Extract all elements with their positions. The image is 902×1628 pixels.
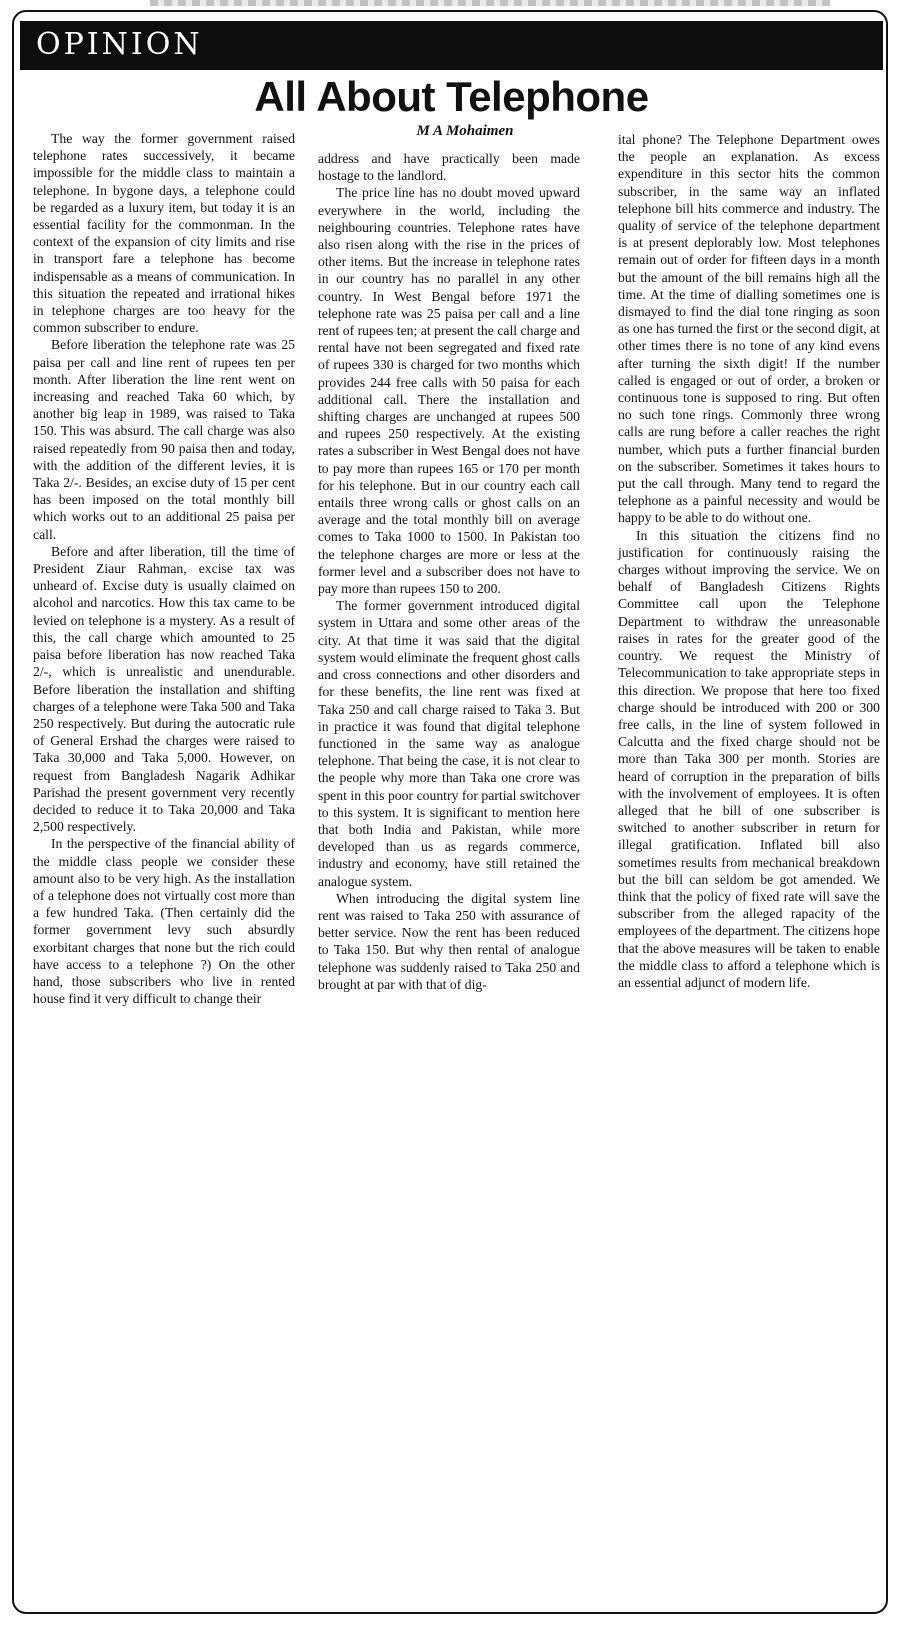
article-column-2 bbox=[318, 150, 580, 993]
section-banner bbox=[20, 21, 883, 70]
headline: All About Telephone bbox=[254, 73, 649, 120]
paragraph: The former government introduced digital system in Uttara and some other areas of the city. At that time it was said that the digital system would eliminate the frequent ghost calls and cross connections and other disorders and for these benefits, the line rent was fixed at Taka 250 and call charge raised to Taka 3. But in practice it was found that digital telephone functioned in the same way as analogue telephone. That being the case, it is not clear to the people why more than Taka one crore was spent in this poor country for partial switchover to this system. It is significant to mention here that both India and Pakistan, while more developed than us as regards commerce, industry and economy, have still retained the analogue system. bbox=[318, 598, 580, 889]
article-column-3 bbox=[618, 131, 880, 991]
paragraph: The price line has no doubt moved upward everywhere in the world, including the neighbouring countries. Telephone rates have also risen along with the rise in the prices of other items. But the increase in telephone rates in our country has no parallel in any other country. In West Bengal before 1971 the telephone rate was 25 paisa per call and a line rent of rupees ten; at present the call charge and rental have not been segregated and fixed rate of rupees 330 is charged for two months which provides 244 free calls with 50 paisa for each additional call. There the installation and shifting charges are unchanged at rupees 500 and rupees 250 respectively. At the existing rates a subscriber in West Bengal does not have to pay more than rupees 165 or 170 per month for his telephone. But in our country each call entails three wrong calls or ghost calls on an average and the total monthly bill on average comes to Taka 1000 to 1500. In Pakistan too the telephone charges are more or less at the former level and a subscriber does not have to pay more than rupees 150 to 200. bbox=[318, 185, 580, 597]
section-label: OPINION bbox=[36, 27, 203, 62]
paragraph: Before liberation the telephone rate was 25 paisa per call and line rent of rupees ten per month. After liberation the line rent went on increasing and reached Taka 60 which, by another big leap in 1989, was raised to Taka 150. This was absurd. The call charge was also raised repeatedly from 90 paisa then and today, with the addition of the different levies, it is Taka 2/-. Besides, an excise duty of 15 per cent has been imposed on the total monthly bill which works out to an additional 25 paisa per call. bbox=[33, 337, 295, 542]
paragraph: In this situation the citizens find no justification for continuously raising the charges without improving the service. We on behalf of Bangladesh Citizens Rights Committee call upon the Telephone Department to withdraw the unreasonable raises in rates for the greater good of the country. We request the Ministry of Telecommunication to take appropriate steps in this direction. We propose that here too fixed charge should be introduced with 200 or 300 free calls, in the line of system followed in Calcutta and the fixed charge should not be more than Taka 300 per month. Stories are heard of corruption in the preparation of bills with the involvement of employees. It is often alleged that he bill of one subscriber is switched to another subscriber in return for illegal gratification. Inflated bill also sometimes results from mechanical breakdown but the bill can seldom be got amended. We think that the policy of fixed rate will save the subscriber from the alleged rapacity of the employees of the department. The citizens hope that the above measures will be taken to enable the middle class to afford a telephone which is an essential adjunct of modern life. bbox=[618, 527, 880, 990]
paragraph-continued: ital phone? The Telephone Department owes the people an explanation. As excess expenditure in this sector hits the common subscriber, in the same way an inflated telephone bill hits commerce and industry. The quality of service of the telephone department is at present deplorably low. Most telephones remain out of order for fifteen days in a month but the amount of the bill remains high all the time. At the time of dialling sometimes one is dismayed to find the dial tone ringing as soon as one has turned the first or the second digit, at other times there is no tone of any kind evens after turning the sixth digit! If the number called is engaged or out of order, a broken or continuous tone is supposed to ring. But often no such tone rings. Commonly three wrong calls are rung before a caller reaches the right number, which puts a further financial burden on the subscriber. Sometimes it takes hours to put the call through. Many tend to regard the telephone as a painful necessity and would be happy to be able to do without one. bbox=[618, 132, 880, 526]
paragraph: The way the former government raised telephone rates successively, it became impossible for the middle class to maintain a telephone. In bygone days, a telephone could be regarded as a luxury item, but today it is an essential facility for the commonman. In the context of the expansion of city limits and rise in transport fare a telephone has become indispensable as a means of communication. In this situation the repeated and irrational hikes in telephone charges are too heavy for the common subscriber to endure. bbox=[33, 131, 295, 336]
paragraph: Before and after liberation, till the time of President Ziaur Rahman, excise tax was unheard of. Excise duty is usually claimed on alcohol and narcotics. How this tax came to be levied on telephone is a mystery. As a result of this, the call charge which amounted to 25 paisa before liberation has now reached Taka 2/-, which is unrealistic and unendurable. Before liberation the installation and shifting charges of a telephone were Taka 500 and Taka 250 respectively. But during the autocratic rule of General Ershad the charges were raised to Taka 30,000 and Taka 5,000. However, on request from Bangladesh Nagarik Adhikar Parishad the present government very recently decided to reduce it to Taka 20,000 and Taka 2,500 respectively. bbox=[33, 543, 295, 835]
byline: M A Mohaimen bbox=[416, 123, 514, 139]
paragraph: When introducing the digital system line rent was raised to Taka 250 with assurance of better service. Now the rent has been reduced to Taka 150. But why then rental of analogue telephone was suddenly raised to Taka 250 and brought at par with that of dig- bbox=[318, 890, 580, 992]
paragraph: In the perspective of the financial ability of the middle class people we consider these amount also to be very high. As the installation of a telephone does not virtually cost more than a few hundred Taka. (Then certainly did the former government levy such absurdly exorbitant charges that none but the rich could have access to a telephone ?) On the other hand, those subscribers who live in rented house find it very difficult to change their bbox=[33, 836, 295, 1007]
paragraph-continued: address and have practically been made hostage to the landlord. bbox=[318, 151, 580, 184]
clipping-edge bbox=[150, 0, 830, 6]
article-column-1 bbox=[33, 130, 295, 1007]
